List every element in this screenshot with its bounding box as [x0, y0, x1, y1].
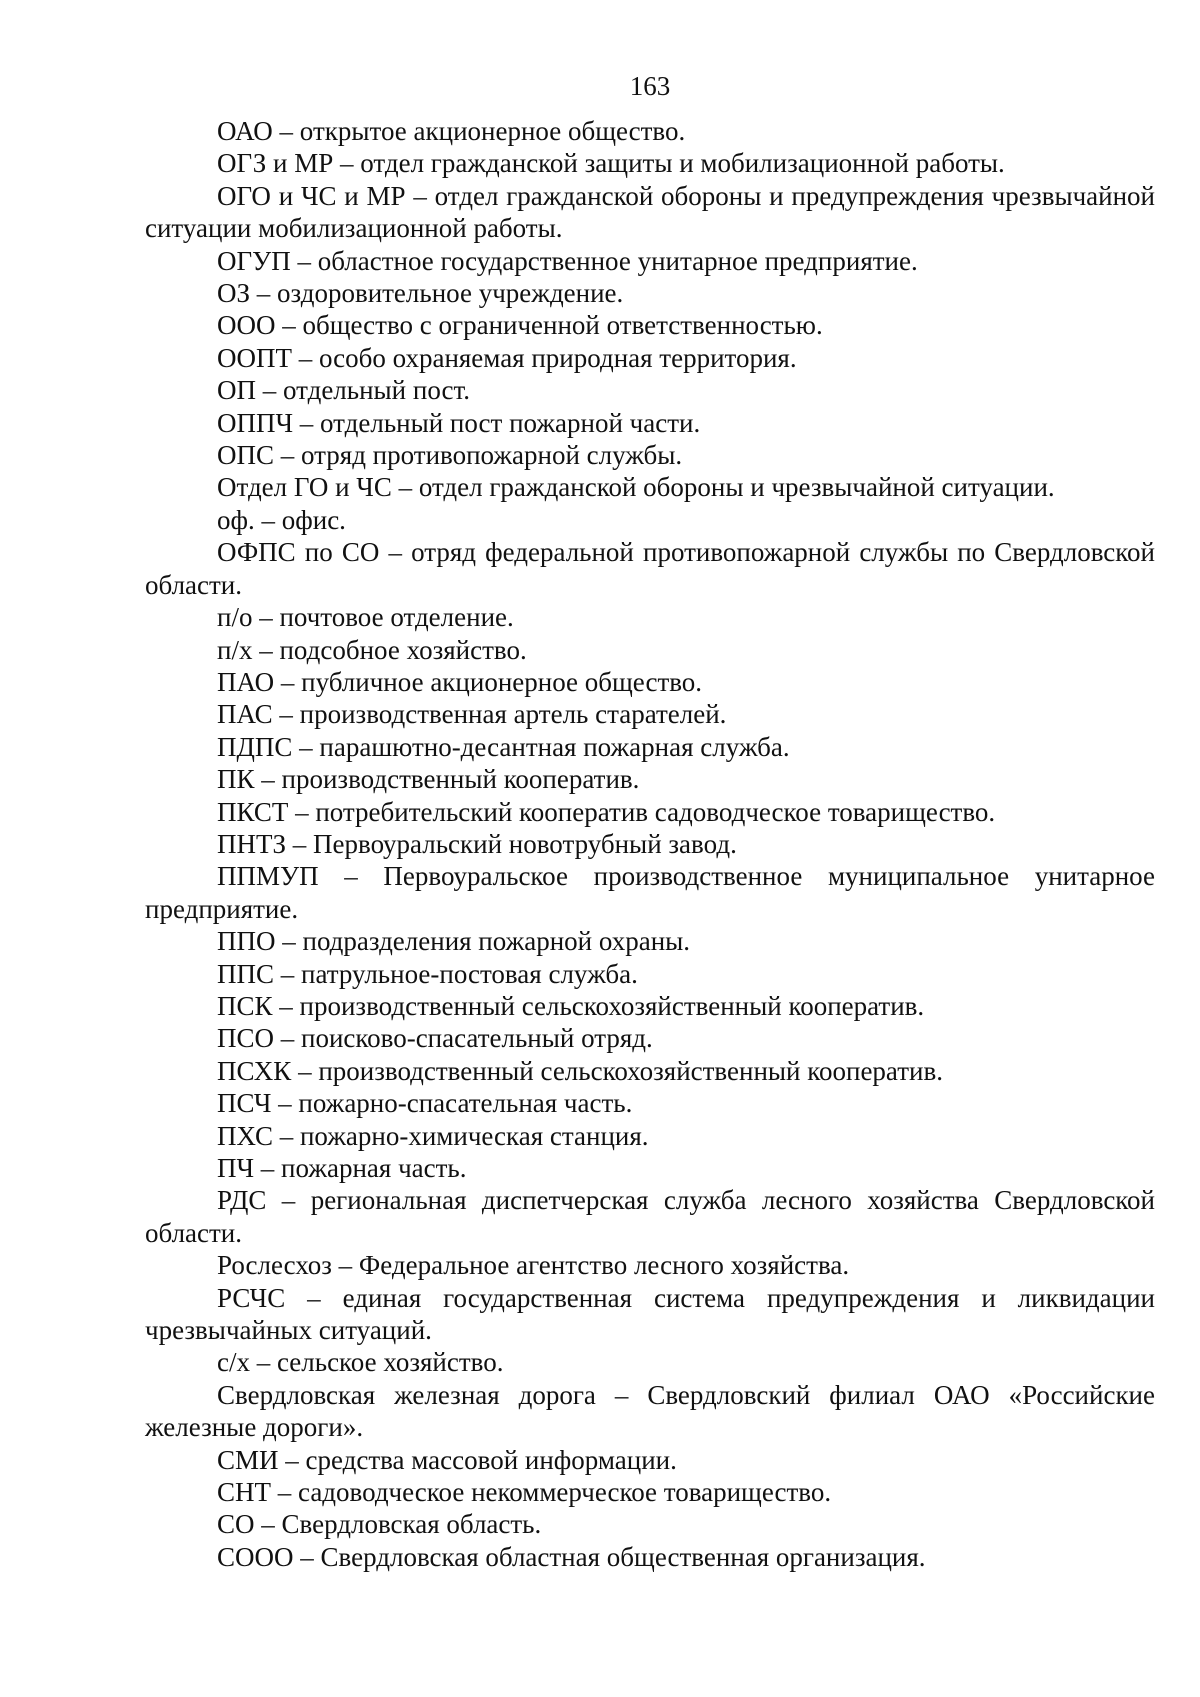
- abbreviation-entry: Свердловская железная дорога – Свердловский филиал ОАО «Российские железные дороги».: [145, 1379, 1155, 1443]
- abbreviation-entry: ПСО – поисково-спасательный отряд.: [217, 1023, 653, 1054]
- abbreviation-entry: ПАС – производственная артель старателей.: [217, 699, 727, 730]
- abbreviation-entry: СООО – Свердловская областная общественная организация.: [217, 1541, 926, 1572]
- abbreviation-entry: оф. – офис.: [217, 504, 346, 535]
- abbreviation-entry: ПСК – производственный сельскохозяйственный кооператив.: [217, 990, 925, 1021]
- abbreviation-entry: ПЧ – пожарная часть.: [217, 1153, 467, 1183]
- abbreviation-entry: СНТ – садоводческое некоммерческое товарищество.: [217, 1477, 832, 1508]
- abbreviation-entry: ПК – производственный кооператив.: [217, 764, 640, 795]
- abbreviation-entry: ПНТЗ – Первоуральский новотрубный завод.: [217, 828, 737, 859]
- abbreviation-entry: ОП – отдельный пост.: [217, 375, 471, 406]
- abbreviation-entry: СМИ – средства массовой информации.: [217, 1444, 677, 1475]
- abbreviation-entry: ОАО – открытое акционерное общество.: [217, 116, 686, 146]
- abbreviation-entry: ОГЗ и МР – отдел гражданской защиты и мобилизационной работы.: [217, 148, 1005, 179]
- abbreviation-entry: ООО – общество с ограниченной ответственностью.: [217, 310, 823, 341]
- abbreviation-entry: ОПС – отряд противопожарной службы.: [217, 440, 683, 471]
- abbreviation-entry: ОЗ – оздоровительное учреждение.: [217, 278, 624, 309]
- abbreviation-entry: ОФПС по СО – отряд федеральной противопожарной службы по Свердловской области.: [145, 537, 1155, 600]
- abbreviation-entry: СО – Свердловская область.: [217, 1509, 542, 1540]
- abbreviation-list: [145, 115, 1155, 1573]
- abbreviation-entry: РСЧС – единая государственная система предупреждения и ликвидации чрезвычайных ситуаций.: [145, 1282, 1155, 1346]
- abbreviation-entry: ОППЧ – отдельный пост пожарной части.: [217, 407, 701, 438]
- abbreviation-entry: ООПТ – особо охраняемая природная территория.: [217, 342, 797, 373]
- abbreviation-entry: Отдел ГО и ЧС – отдел гражданской обороны и чрезвычайной ситуации.: [217, 472, 1055, 503]
- abbreviation-entry: с/х – сельское хозяйство.: [217, 1347, 504, 1378]
- abbreviation-entry: ПСЧ – пожарно-спасательная часть.: [217, 1088, 633, 1119]
- page-number: 163: [629, 71, 671, 101]
- abbreviation-entry: ППС – патрульное-постовая служба.: [217, 958, 638, 989]
- abbreviation-entry: ПХС – пожарно-химическая станция.: [217, 1120, 649, 1151]
- abbreviation-entry: ОГУП – областное государственное унитарное предприятие.: [217, 245, 918, 276]
- abbreviation-entry: ПДПС – парашютно-десантная пожарная служба.: [217, 731, 790, 762]
- abbreviation-entry: ПКСТ – потребительский кооператив садоводческое товарищество.: [217, 796, 996, 827]
- abbreviation-entry: ППО – подразделения пожарной охраны.: [217, 926, 691, 957]
- abbreviation-entry: ПСХК – производственный сельскохозяйственный кооператив.: [217, 1055, 943, 1086]
- abbreviation-entry: ПАО – публичное акционерное общество.: [217, 666, 703, 697]
- abbreviation-entry: Рослесхоз – Федеральное агентство лесного хозяйства.: [217, 1250, 850, 1281]
- abbreviation-entry: ОГО и ЧС и МР – отдел гражданской обороны и предупреждения чрезвычайной ситуации мобилизационной работы.: [145, 180, 1155, 244]
- abbreviation-entry: п/х – подсобное хозяйство.: [217, 634, 527, 665]
- abbreviation-entry: ППМУП – Первоуральское производственное муниципальное унитарное предприятие.: [145, 861, 1155, 924]
- abbreviation-entry: РДС – региональная диспетчерская служба лесного хозяйства Свердловской области.: [145, 1185, 1155, 1248]
- abbreviation-entry: п/о – почтовое отделение.: [217, 602, 514, 633]
